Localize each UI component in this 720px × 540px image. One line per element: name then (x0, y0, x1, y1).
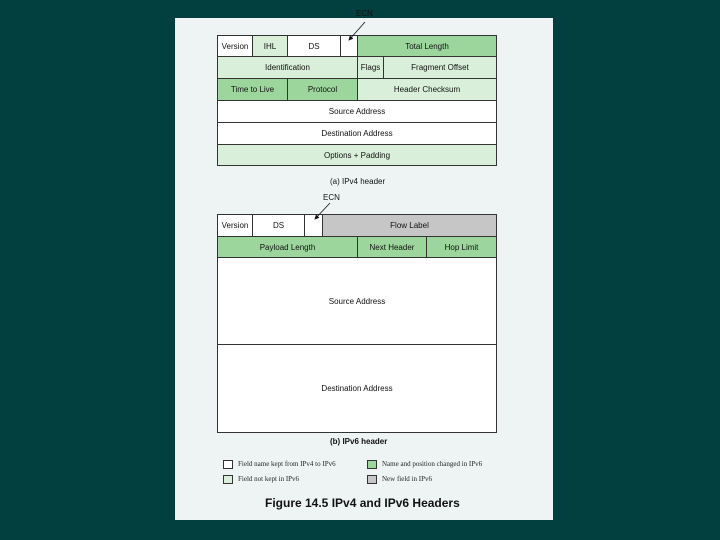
ipv4-destination-address: Destination Address (217, 122, 497, 145)
ipv4-ttl: Time to Live (217, 78, 288, 101)
ipv4-protocol: Protocol (287, 78, 358, 101)
legend-label-changed: Name and position changed in IPv6 (382, 460, 483, 468)
ipv4-ds: DS (287, 35, 341, 57)
ipv6-payload-length: Payload Length (217, 236, 358, 258)
ipv6-source-address: Source Address (217, 257, 497, 345)
ipv4-caption: (a) IPv4 header (330, 177, 386, 186)
figure-title: Figure 14.5 IPv4 and IPv6 Headers (265, 496, 460, 510)
ipv4-version: Version (217, 35, 253, 57)
ipv4-fragment-offset: Fragment Offset (383, 56, 497, 79)
ipv6-ds: DS (252, 214, 305, 237)
legend-swatch-new (367, 475, 377, 484)
legend-swatch-not-kept (223, 475, 233, 484)
ipv6-ecn-label: ECN (323, 193, 340, 202)
ipv4-options-padding: Options + Padding (217, 144, 497, 166)
ipv4-ecn-label: ECN (356, 9, 373, 18)
ipv4-flags: Flags (357, 56, 384, 79)
ipv4-header-checksum: Header Checksum (357, 78, 497, 101)
ipv4-source-address: Source Address (217, 100, 497, 123)
legend-label-kept: Field name kept from IPv4 to IPv6 (238, 460, 336, 468)
legend-label-not-kept: Field not kept in IPv6 (238, 475, 300, 483)
ipv4-total-length: Total Length (357, 35, 497, 57)
ipv4-ihl: IHL (252, 35, 288, 57)
legend-swatch-kept (223, 460, 233, 469)
ipv4-identification: Identification (217, 56, 358, 79)
ipv6-version: Version (217, 214, 253, 237)
ipv6-hop-limit: Hop Limit (426, 236, 497, 258)
ipv6-flow-label: Flow Label (322, 214, 497, 237)
ipv6-caption: (b) IPv6 header (330, 437, 388, 446)
legend-swatch-changed (367, 460, 377, 469)
ipv6-destination-address: Destination Address (217, 344, 497, 433)
ipv6-next-header: Next Header (357, 236, 427, 258)
legend-label-new: New field in IPv6 (382, 475, 432, 483)
